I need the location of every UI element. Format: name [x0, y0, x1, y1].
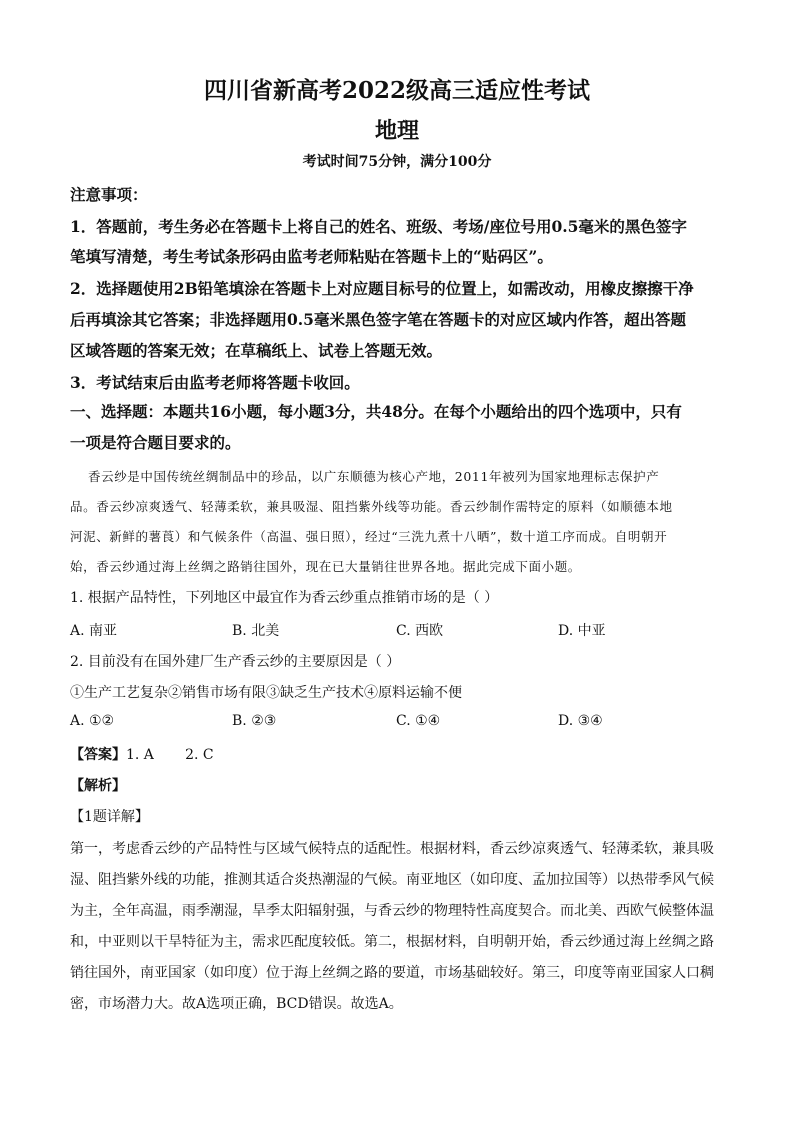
option-b: B. ②③	[232, 713, 277, 729]
analysis-line: 湿、阻挡紫外线的功能，推测其适合炎热潮湿的气候。南亚地区（如印度、孟加拉国等）以热带季风气候	[70, 872, 714, 888]
option-b: B. 北美	[232, 623, 280, 639]
passage-line: 始，香云纱通过海上丝绸之路销往国外，现在已大量销往世界各地。据此完成下面小题。	[70, 559, 581, 574]
notes-line: 笔填写清楚，考生考试条形码由监考老师粘贴在答题卡上的“贴码区”。	[70, 247, 553, 266]
analysis-label: 【解析】	[70, 778, 126, 794]
section-heading-line: 一、选择题：本题共16小题，每小题3分，共48分。在每个小题给出的四个选项中，只有	[70, 402, 682, 421]
option-c: C. 西欧	[396, 623, 444, 639]
analysis-line: 和，中亚则以干旱特征为主，需求匹配度较低。第二，根据材料，自明朝开始，香云纱通过海上丝绸之路	[70, 934, 714, 950]
passage-line: 品。香云纱凉爽透气、轻薄柔软，兼具吸湿、阻挡紫外线等功能。香云纱制作需特定的原料（如顺德本地	[70, 499, 673, 514]
notes-line: 1．答题前，考生务必在答题卡上将自己的姓名、班级、考场/座位号用0.5毫米的黑色签字	[70, 217, 687, 236]
section-heading-line: 一项是符合题目要求的。	[70, 433, 241, 452]
notes-heading: 注意事项：	[70, 185, 148, 204]
notes-line: 区域答题的答案无效；在草稿纸上、试卷上答题无效。	[70, 341, 443, 360]
option-a: A. 南亚	[70, 623, 118, 639]
analysis-line: 为主，全年高温，雨季潮湿，旱季太阳辐射强，与香云纱的物理特性高度契合。而北美、西欧气候整体温	[70, 903, 714, 919]
notes-line: 2．选择题使用2B铅笔填涂在答题卡上对应题目标号的位置上，如需改动，用橡皮擦擦干净	[70, 279, 694, 298]
analysis-line: 第一，考虑香云纱的产品特性与区域气候特点的适配性。根据材料，香云纱凉爽透气、轻薄柔软，兼具吸	[70, 841, 714, 857]
option-a: A. ①②	[70, 713, 115, 729]
question-2-items: ①生产工艺复杂②销售市场有限③缺乏生产技术④原料运输不便	[70, 685, 462, 701]
passage-line: 香云纱是中国传统丝绸制品中的珍品，以广东顺德为核心产地，2011年被列为国家地理标志保护产	[88, 469, 660, 484]
passage-line: 河泥、新鲜的薯莨）和气候条件（高温、强日照），经过“三洗九煮十八晒”，数十道工序而成。自明朝开	[70, 529, 668, 544]
notes-line: 后再填涂其它答案；非选择题用0.5毫米黑色签字笔在答题卡的对应区域内作答，超出答题	[70, 310, 686, 329]
analysis-sub-heading: 【1题详解】	[70, 809, 149, 825]
answer-text: 1. A 2. C	[126, 747, 214, 763]
analysis-line: 销往国外，南亚国家（如印度）位于海上丝绸之路的要道，市场基础较好。第三，印度等南亚国家人口稠	[70, 965, 714, 981]
option-d: D. ③④	[558, 713, 603, 729]
notes-line: 3．考试结束后由监考老师将答题卡收回。	[70, 373, 360, 392]
analysis-line: 密，市场潜力大。故A选项正确，BCD错误。故选A。	[70, 996, 403, 1012]
subject-title: 地理	[374, 118, 419, 144]
option-c: C. ①④	[396, 713, 441, 729]
exam-title: 四川省新高考2022级高三适应性考试	[203, 77, 590, 104]
answer-label: 【答案】	[70, 747, 126, 763]
exam-info: 考试时间75分钟，满分100分	[302, 154, 492, 170]
option-d: D. 中亚	[558, 623, 606, 639]
question-1-stem: 1. 根据产品特性，下列地区中最宜作为香云纱重点推销市场的是（ ）	[70, 590, 499, 606]
answer-line	[70, 744, 214, 764]
question-2-stem: 2. 目前没有在国外建厂生产香云纱的主要原因是（ ）	[70, 654, 401, 670]
